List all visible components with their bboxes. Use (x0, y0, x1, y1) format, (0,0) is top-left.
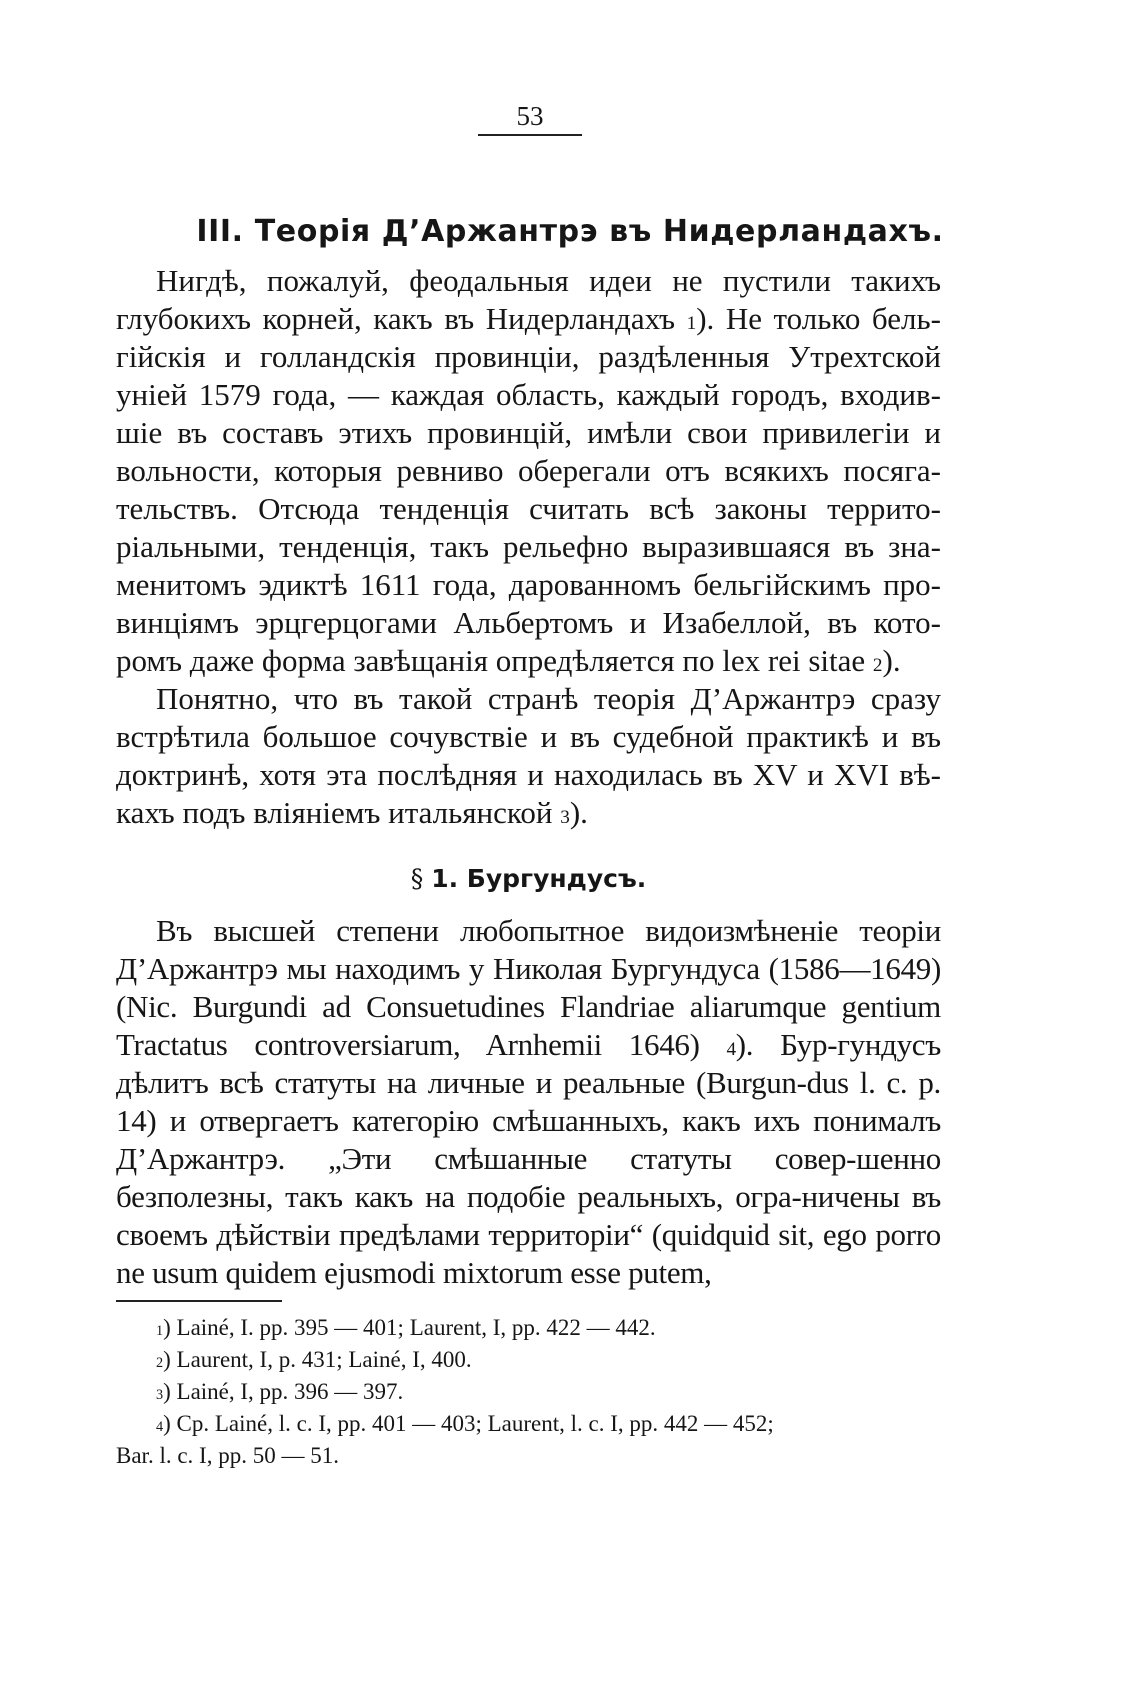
footnote-2 (116, 1344, 941, 1376)
paragraph-burgundus (116, 912, 941, 1292)
footnote-mark: 4 (156, 1419, 164, 1435)
section-heading (116, 862, 941, 896)
footnotes (116, 1312, 941, 1472)
footnote-separator (116, 1300, 282, 1302)
chapter-title: III. Теорія Д’Аржантрэ въ Нидерландахъ. (196, 214, 944, 249)
footnote-mark: 2 (156, 1355, 164, 1371)
footnote-ref-2: 2 (872, 655, 883, 676)
footnote-4-continuation: Bar. l. c. I, pp. 50 — 51. (116, 1443, 339, 1468)
paragraph-reception (116, 680, 941, 832)
paragraph-text: Нигдѣ, пожалуй, феодальныя идеи не пустили такихъ глубокихъ корней, какъ въ Нидерландахъ (116, 263, 941, 336)
paragraph-text: ). (569, 795, 588, 830)
footnote-text: ) Laurent, I, p. 431; Lainé, I, 400. (163, 1347, 472, 1372)
section-sign: § (410, 864, 424, 893)
paragraph-text: Понятно, что въ такой странѣ теорія Д’Аржантрэ сразу встрѣтила большое сочувствіе и въ судебной практикѣ и въ доктринѣ, хотя эта послѣдняя и находилась въ XV и XVI вѣ-кахъ подъ вліяніемъ итальянской (116, 681, 941, 830)
paragraph-text: Въ высшей степени любопытное видоизмѣненіе теоріи Д’Аржантрэ мы находимъ у Николая Бургундуса (1586—1649) (Nic. Burgundi ad Consuetudines Flandriae aliarumque gentium Tractatus controversiarum, Arnhemii 1646) (116, 913, 941, 1062)
footnote-mark: 3 (156, 1387, 164, 1403)
footnote-ref-4: 4 (726, 1039, 736, 1060)
footnote-text: ) Lainé, I. pp. 395 — 401; Laurent, I, pp. 422 — 442. (163, 1315, 656, 1340)
page-number: 53 (516, 101, 544, 131)
paragraph-text: ). (882, 643, 901, 678)
paragraph-feudal-ideas (116, 262, 941, 680)
footnote-ref-3: 3 (560, 807, 570, 828)
footnote-3 (116, 1376, 941, 1408)
section-title: 1. Бургундусъ. (431, 864, 647, 893)
footnote-ref-1: 1 (686, 313, 697, 334)
footnote-text: ) Lainé, I, pp. 396 — 397. (163, 1379, 404, 1404)
intro-text (116, 262, 941, 832)
footnote-1 (116, 1312, 941, 1344)
section-text (116, 912, 941, 1292)
paragraph-text: ). Не только бель-гійскія и голландскія провинціи, раздѣленныя Утрехтской уніей 1579 года, — каждая область, каждый городъ, входив-шіе въ составъ этихъ провинцій, имѣли свои привилегіи и вольности, которыя ревниво оберегали отъ всякихъ посяга-тельствъ. Отсюда тенденція считать всѣ законы террито-ріальными, тенденція, такъ рельефно выразившаяся въ зна-менитомъ эдиктѣ 1611 года, дарованномъ бельгійскимъ про-винціямъ эрцгерцогами Альбертомъ и Изабеллой, въ кото-ромъ даже форма завѣщанія опредѣляется по lex rei sitae (116, 301, 941, 678)
page-number-rule (478, 134, 582, 136)
paragraph-text: ). Бур-гундусъ дѣлитъ всѣ статуты на личные и реальные (Burgun-dus l. c. p. 14) и отвергаетъ категорію смѣшанныхъ, какъ ихъ понималъ Д’Аржантрэ. „Эти смѣшанные статуты совер-шенно безполезны, такъ какъ на подобіе реальныхъ, огра-ничены въ своемъ дѣйствіи предѣлами территоріи“ (quidquid sit, ego porro ne usum quidem ejusmodi mixtorum esse putem, (116, 1027, 941, 1290)
footnote-mark: 1 (156, 1323, 164, 1339)
footnote-text: ) Cp. Lainé, l. c. I, pp. 401 — 403; Laurent, l. c. I, pp. 442 — 452; (163, 1411, 774, 1436)
footnote-4 (116, 1408, 941, 1440)
